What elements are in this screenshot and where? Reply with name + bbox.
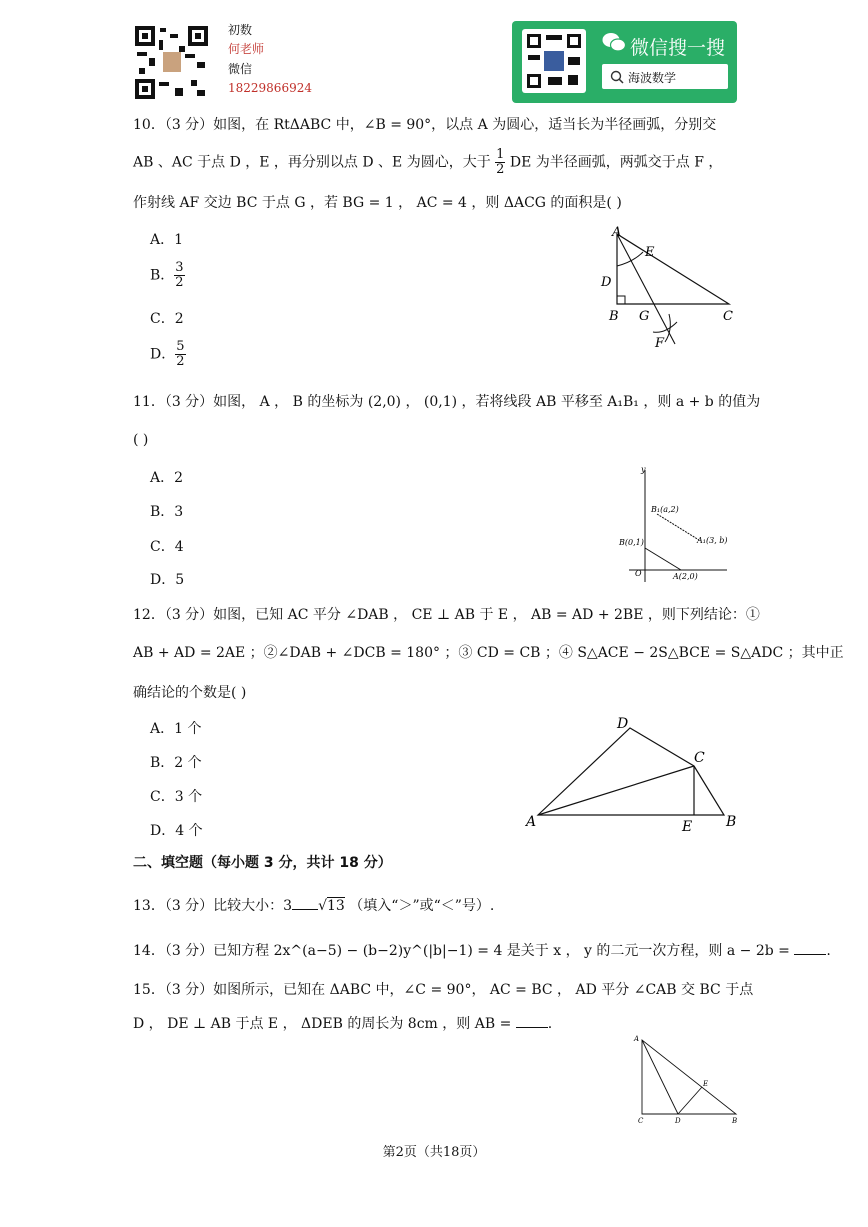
q12-option-c: C．3 个 (150, 789, 203, 805)
q10-label-e: E (645, 245, 655, 260)
q11-label-b1: B₁(a,2) (651, 505, 679, 514)
q11-label-y: y (641, 465, 646, 474)
q13-prefix: 13．（3 分）比较大小：3 (133, 898, 293, 914)
q10-arc-f1 (653, 322, 677, 332)
q13-sqrt: √13 (318, 898, 345, 914)
q10-label-g: G (639, 309, 650, 324)
q11-label-a: A(2,0) (673, 572, 698, 581)
q12-line-1: 12．（3 分）如图，已知 AC 平分 ∠DAB ， CE ⊥ AB 于 E ， AB = AD + 2BE ，则下列结论：① (133, 607, 760, 623)
header-line-3: 微信 (228, 62, 253, 76)
q15-blank[interactable] (516, 1013, 548, 1028)
q10-label-b: B (609, 309, 619, 324)
q11-option-b: B．3 (150, 504, 184, 520)
q13-suffix: （填入“＞”或“＜”号）. (349, 898, 495, 914)
q10-option-d: D． $\frac{5}{2}$ (150, 339, 185, 369)
q10-right-angle-mark (617, 296, 625, 304)
q10-label-c: C (723, 309, 733, 324)
wechat-search-text: 海波数学 (628, 71, 677, 85)
q10-label-d: D (601, 275, 612, 290)
q11-label-b: B(0,1) (619, 538, 644, 547)
q12-label-a: A (526, 814, 537, 830)
q11-segment-ab (645, 548, 681, 570)
q12-line-2: AB + AD = 2AE ；②∠DAB + ∠DCB = 180° ；③ CD = CB ；④ S△ACE − 2S△BCE = S△ADC ；其中正 (133, 645, 844, 661)
q11-label-a1: A₁(3, b) (697, 536, 728, 545)
q11-line-1: 11．（3 分）如图， A ， B 的坐标为 (2,0) ， (0,1) ，若将线段 AB 平移至 A₁B₁ ，则 a + b 的值为 (133, 394, 761, 410)
q12-label-e: E (682, 819, 693, 834)
q15-figure (630, 1032, 742, 1126)
q12-option-b: B．2 个 (150, 755, 202, 771)
q15-triangle (642, 1040, 736, 1114)
q15-label-e: E (703, 1080, 709, 1088)
q11-figure (615, 462, 735, 584)
q10-option-a: A．1 (150, 232, 184, 248)
q11-line-2: ( ) (133, 432, 149, 448)
q10-option-c: C．2 (150, 311, 184, 327)
q10-figure (595, 222, 745, 352)
q15-label-c: C (638, 1117, 644, 1125)
q15-line-1: 15．（3 分）如图所示，已知在 ΔABC 中，∠C = 90°， AC = BC ， AD 平分 ∠CAB 交 BC 于点 (133, 982, 754, 998)
q10-triangle (617, 234, 729, 304)
q15-segment-de (678, 1087, 702, 1114)
q10-option-b: B． $\frac{3}{2}$ (150, 260, 184, 290)
q15-line-2: D ， DE ⊥ AB 于点 E ， ΔDEB 的周长为 8cm ，则 AB = . (133, 1013, 552, 1033)
header-phone: 18229866924 (228, 81, 312, 95)
wechat-qr-code (522, 29, 586, 93)
qr-code-left (135, 26, 208, 99)
q15-line-2-text: D ， DE ⊥ AB 于点 E ， ΔDEB 的周长为 8cm ，则 AB = (133, 1016, 512, 1032)
q10-half-fraction: $\frac{1}{2}$ (496, 147, 505, 177)
q12-label-b: B (726, 814, 737, 830)
header-line-2: 何老师 (228, 42, 265, 56)
section-2-heading: 二、填空题（每小题 3 分，共计 18 分） (133, 855, 392, 871)
q15-label-a: A (634, 1035, 640, 1043)
q10-label-a: A (612, 225, 622, 240)
search-icon (610, 70, 624, 84)
q12-label-c: C (694, 750, 705, 766)
q11-option-c: C．4 (150, 539, 184, 555)
q11-option-a: A．2 (150, 470, 184, 486)
q12-quadrilateral (538, 728, 724, 815)
q10-line-2 (133, 148, 722, 177)
q13-line (133, 895, 494, 915)
q12-segment-ac (538, 766, 694, 815)
page-footer: 第2页（共18页） (382, 1145, 486, 1160)
q12-line-3: 确结论的个数是( ) (133, 685, 247, 701)
wechat-logo-icon (602, 32, 626, 54)
q11-label-o: O (635, 569, 642, 578)
q12-option-a: A．1 个 (150, 721, 202, 737)
q14-blank[interactable] (794, 940, 826, 955)
q10-line-2b: DE 为半径画弧，两弧交于点 F ， (509, 154, 723, 171)
q12-option-d: D．4 个 (150, 823, 203, 839)
header-line-1: 初数 (228, 23, 253, 37)
q15-segment-ad (642, 1040, 678, 1114)
q11-segment-a1b1 (657, 514, 699, 540)
wechat-search-banner (512, 21, 737, 103)
q14-text: 14．（3 分）已知方程 2x^(a−5) − (b−2)y^(|b|−1) = 4 是关于 x ， y 的二元一次方程，则 a − 2b = (133, 943, 790, 959)
q15-label-b: B (732, 1117, 738, 1125)
q10-line-2a: AB 、AC 于点 D ，E ，再分别以点 D 、E 为圆心，大于 (133, 154, 491, 171)
q15-label-d: D (675, 1117, 681, 1125)
q12-figure (520, 712, 745, 834)
q11-option-d: D．5 (150, 572, 185, 588)
wechat-search-title: 微信搜一搜 (630, 37, 726, 59)
q10-label-f: F (655, 336, 665, 351)
q14-line: 14．（3 分）已知方程 2x^(a−5) − (b−2)y^(|b|−1) = 4 是关于 x ， y 的二元一次方程，则 a − 2b = . (133, 940, 831, 960)
q10-line-1: 10．（3 分）如图，在 RtΔABC 中，∠B = 90°，以点 A 为圆心，适当长为半径画弧，分别交 (133, 117, 717, 133)
q12-label-d: D (617, 716, 629, 732)
q10-line-3: 作射线 AF 交边 BC 于点 G ，若 BG = 1 ， AC = 4 ，则 ΔACG 的面积是( ) (133, 195, 622, 211)
wechat-search-field[interactable] (602, 64, 728, 89)
q13-blank[interactable] (292, 895, 318, 910)
